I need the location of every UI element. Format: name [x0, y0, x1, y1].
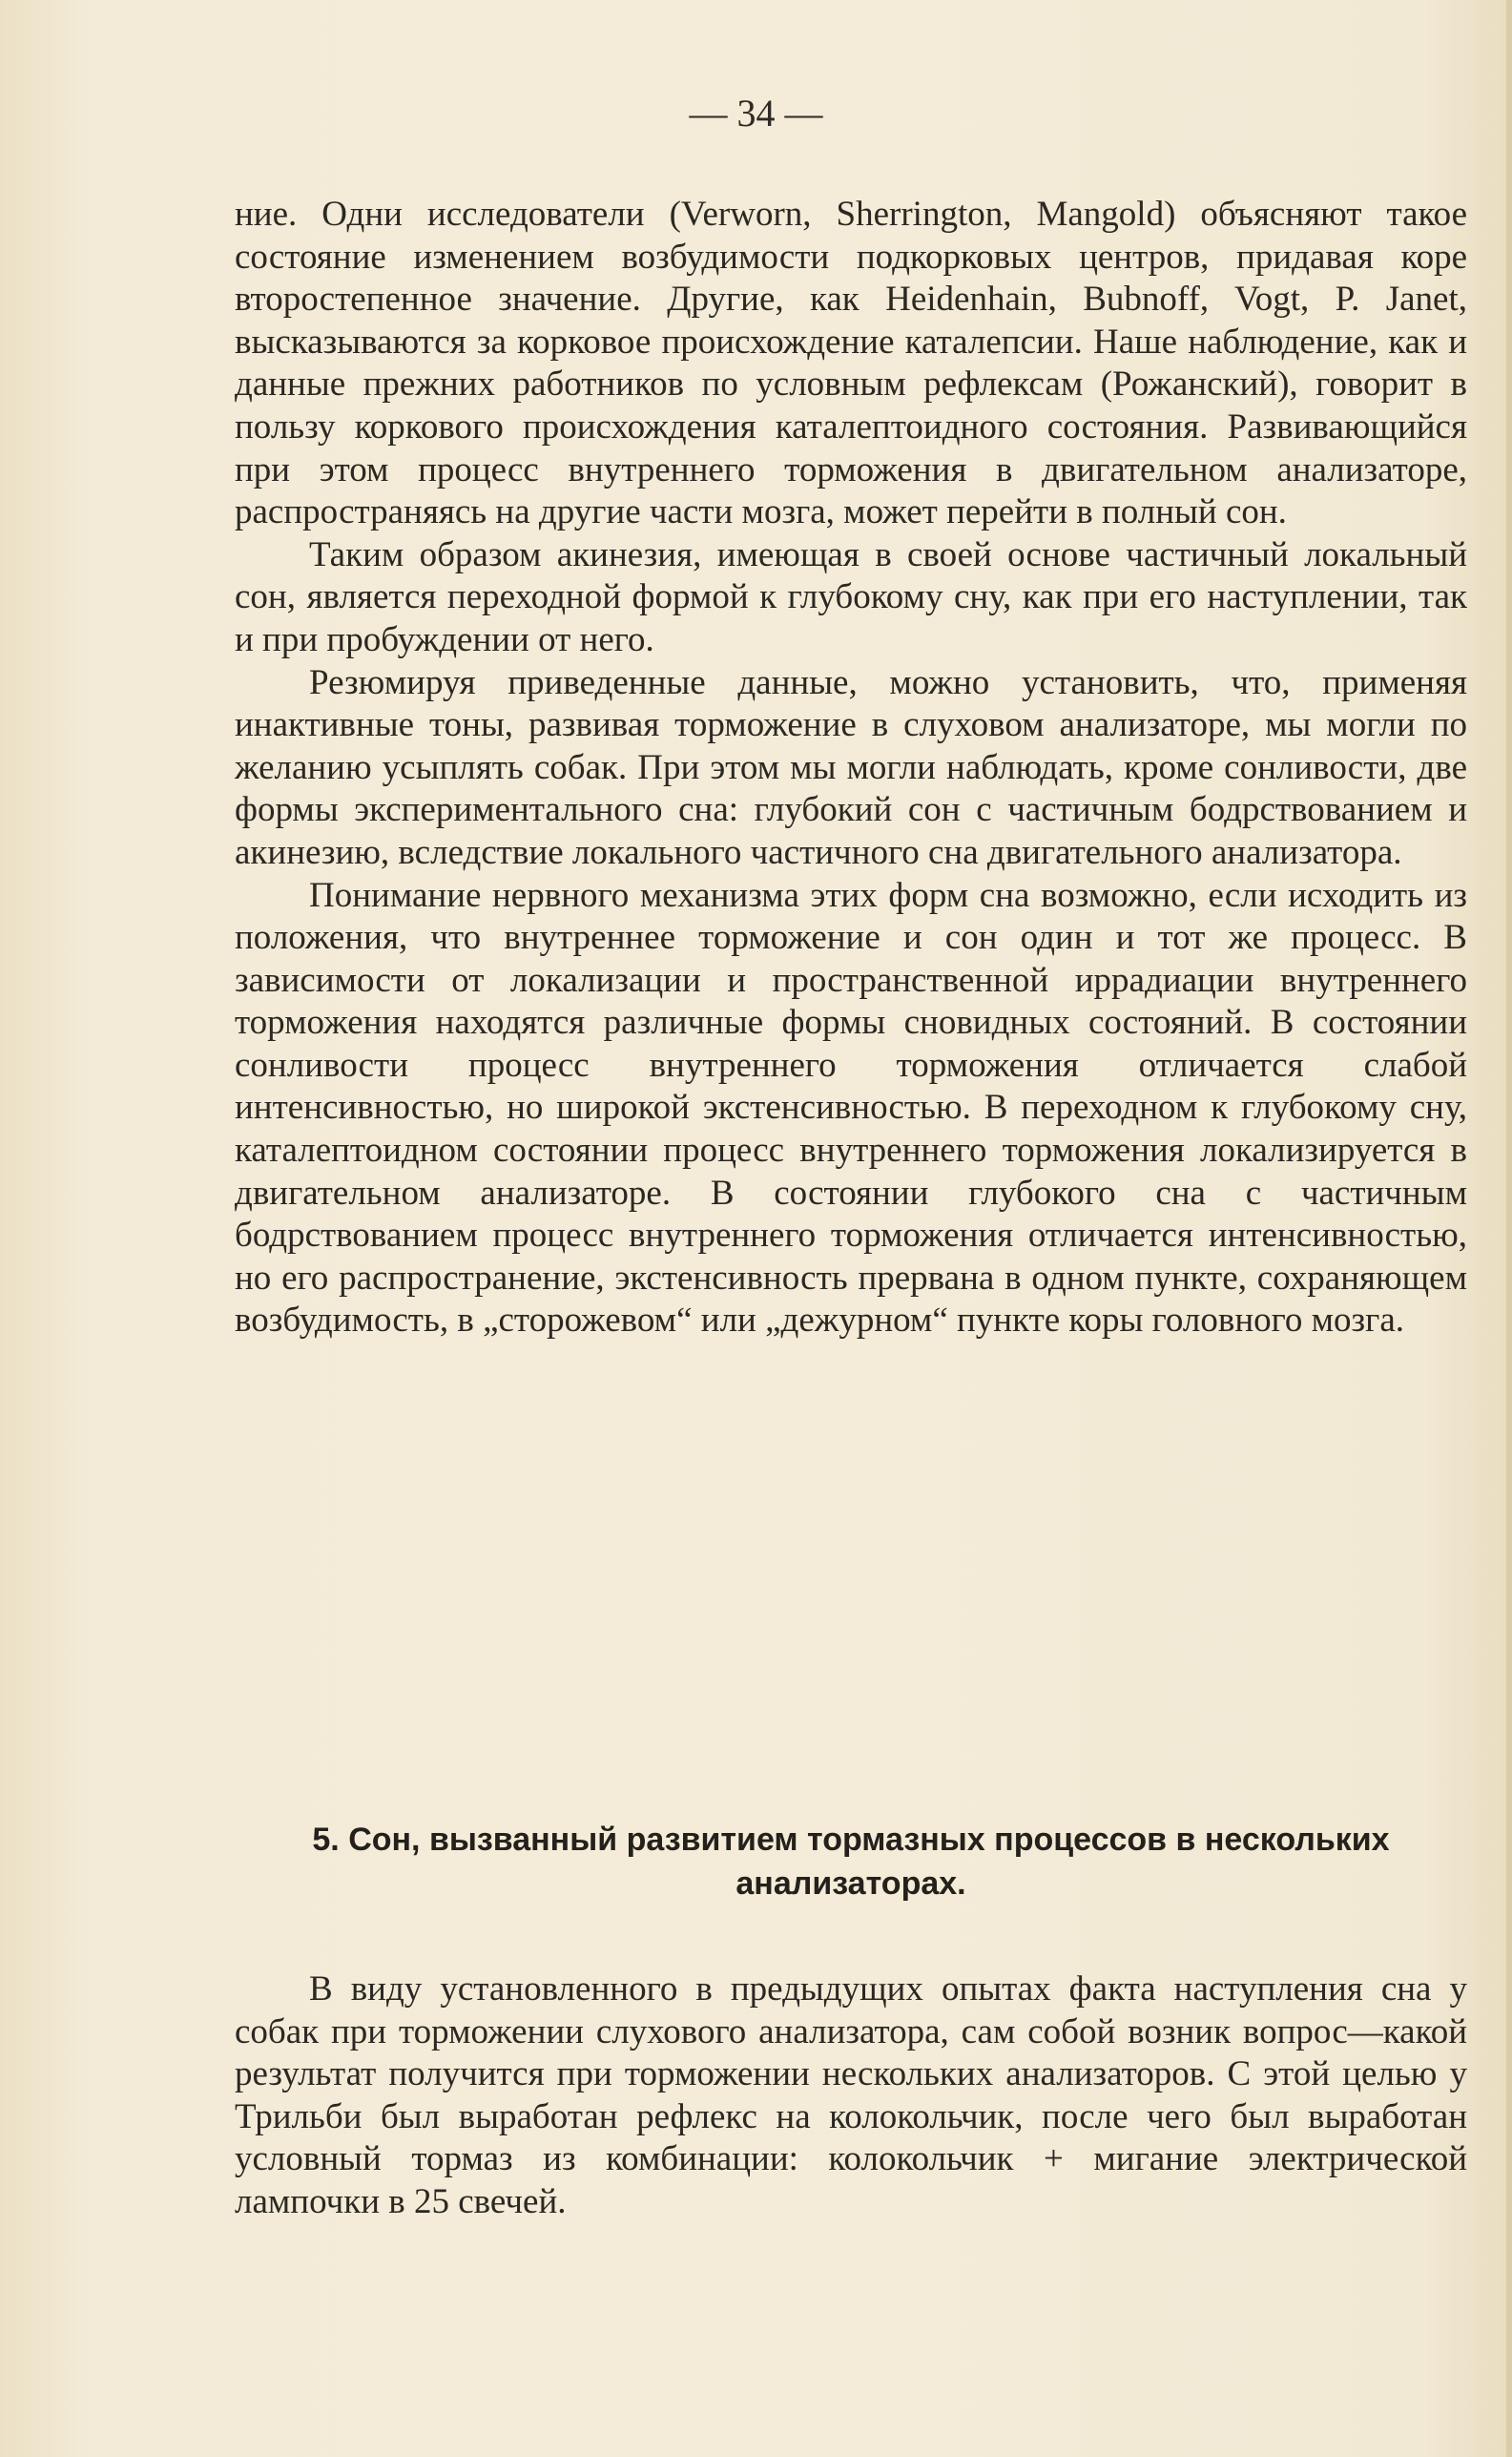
paragraph-1: ние. Одни исследователи (Verworn, Sherrington, Mangold) объясняют такое состояние изменением возбудимости подкорковых центров, придавая коре второстепенное значение. Другие, как Heidenhain, Bubnoff, Vogt, P. Janet, высказываются за корковое происхождение каталепсии. Наше наблюдение, как и данные прежних работников по условным рефлексам (Рожанский), говорит в пользу коркового происхождения каталептоидного состояния. Развивающийся при этом процесс внутреннего торможения в двигательном анализаторе, распространяясь на другие части мозга, может перейти в полный сон. [235, 195, 1467, 532]
page-edge [1506, 0, 1512, 2457]
main-text [235, 194, 1467, 1343]
paragraph-4: Понимание нервного механизма этих форм сна возможно, если исходить из положения, что внутреннее торможение и сон один и тот же процесс. В зависимости от локализации и пространственной иррадиации внутреннего торможения находятся различные формы сновидных состояний. В состоянии сонливости процесс внутреннего торможения отличается слабой интенсивностью, но широкой экстенсивностью. В переходном к глубокому сну, каталептоидном состоянии процесс внутреннего торможения локализируется в двигательном анализаторе. В состоянии глубокого сна с частичным бодрствованием процесс внутреннего торможения отличается интенсивностью, но его распространение, экстенсивность прервана в одном пункте, сохраняющем возбудимость, в „сторожевом“ или „дежурном“ пункте коры головного мозга. [235, 875, 1467, 1341]
section-heading-line-1: 5. Сон, вызванный развитием тормазных процессов в нескольких [312, 1822, 1390, 1858]
paragraph-2: Таким образом акинезия, имеющая в своей основе частичный локальный сон, является переходной формой к глубокому сну, как при его наступлении, так и при пробуждении от него. [235, 534, 1467, 659]
paragraph-3: Резюмируя приведенные данные, можно установить, что, применяя инактивные тоны, развивая торможение в слуховом анализаторе, мы могли по желанию усыплять собак. При этом мы могли наблюдать, кроме сонливости, две формы экспериментального сна: глубокий сон с частичным бодрствованием и акинезию, вследствие локального частичного сна двигательного анализатора. [235, 662, 1467, 872]
section-heading-line-2: анализаторах. [735, 1865, 966, 1902]
section-heading [235, 1818, 1467, 1905]
page-number: — 34 — [689, 92, 823, 135]
section-text [235, 1968, 1467, 2224]
paragraph-5: В виду установленного в предыдущих опытах факта наступления сна у собак при торможении слухового анализатора, сам собой возник вопрос—какой результат получится при торможении нескольких анализаторов. С этой целью у Трильби был выработан рефлекс на колокольчик, после чего был выработан условный тормаз из комбинации: колокольчик + мигание электрической лампочки в 25 свечей. [235, 1969, 1467, 2221]
